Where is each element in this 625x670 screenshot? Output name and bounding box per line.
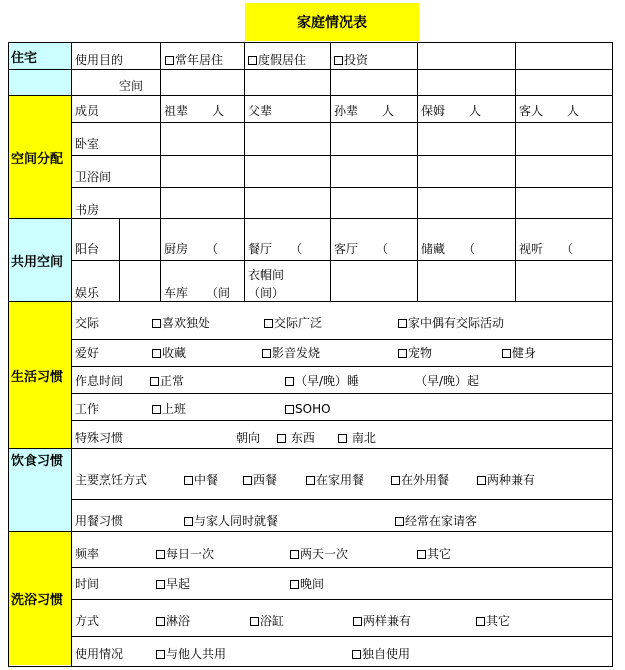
social-label: 交际: [75, 316, 100, 330]
checkbox-icon[interactable]: [338, 434, 347, 443]
orient-option[interactable]: 东西: [277, 431, 315, 445]
shared-av: 视听 （: [519, 242, 574, 256]
checkbox-icon[interactable]: [165, 56, 174, 65]
checkbox-icon[interactable]: [152, 405, 161, 414]
checkbox-icon[interactable]: [502, 349, 511, 358]
cook-option[interactable]: 在外用餐: [391, 473, 449, 487]
shared-dining: 餐厅 （: [248, 242, 303, 256]
checkbox-icon[interactable]: [248, 56, 257, 65]
bath-time-option[interactable]: 晚间: [290, 577, 324, 591]
checkbox-icon[interactable]: [290, 550, 299, 559]
rest-sleep[interactable]: （早/晚）睡: [285, 374, 359, 388]
orient-label: 朝向: [236, 431, 261, 445]
checkbox-icon[interactable]: [277, 434, 286, 443]
checkbox-icon[interactable]: [152, 319, 161, 328]
checkbox-icon[interactable]: [264, 319, 273, 328]
checkbox-icon[interactable]: [184, 476, 193, 485]
shared-garage: 车库 （间: [164, 286, 231, 300]
social-option[interactable]: 喜欢独处: [152, 316, 210, 330]
checkbox-icon[interactable]: [285, 377, 294, 386]
work-option[interactable]: 上班: [152, 402, 186, 416]
checkbox-icon[interactable]: [150, 377, 159, 386]
rest-wake: （早/晚）起: [415, 374, 480, 388]
method-label: 方式: [75, 614, 100, 628]
room-study: 书房: [75, 203, 100, 217]
section-space: 空间分配: [9, 96, 71, 218]
member-parents: 父辈: [248, 104, 273, 118]
cook-option[interactable]: 西餐: [243, 473, 277, 487]
method-option[interactable]: 其它: [476, 614, 510, 628]
room-bedroom: 卧室: [75, 137, 100, 151]
usage-option[interactable]: 独自使用: [352, 647, 410, 661]
freq-option[interactable]: 其它: [417, 547, 451, 561]
checkbox-icon[interactable]: [353, 617, 362, 626]
rest-normal[interactable]: 正常: [150, 374, 184, 388]
meal-label: 用餐习惯: [75, 514, 124, 528]
checkbox-icon[interactable]: [306, 476, 315, 485]
member-guests: 客人 人: [519, 104, 580, 118]
option-vacation[interactable]: 度假居住: [248, 53, 306, 67]
option-investment[interactable]: 投资: [334, 53, 368, 67]
special-label: 特殊习惯: [75, 431, 124, 445]
hobby-option[interactable]: 健身: [502, 346, 536, 360]
usage-option[interactable]: 与他人共用: [156, 647, 226, 661]
freq-label: 频率: [75, 547, 100, 561]
checkbox-icon[interactable]: [391, 476, 400, 485]
checkbox-icon[interactable]: [398, 349, 407, 358]
form-title: 家庭情况表: [245, 3, 419, 41]
section-bath: 洗浴习惯: [9, 532, 71, 665]
rest-label: 作息时间: [75, 374, 124, 388]
method-option[interactable]: 淋浴: [156, 614, 190, 628]
shared-kitchen: 厨房 （: [164, 242, 219, 256]
bath-time-option[interactable]: 早起: [156, 577, 190, 591]
freq-option[interactable]: 两天一次: [290, 547, 348, 561]
method-option[interactable]: 浴缸: [250, 614, 284, 628]
cook-label: 主要烹饪方式: [75, 473, 148, 487]
section-diet: 饮食习惯: [9, 449, 71, 531]
cook-option[interactable]: 在家用餐: [306, 473, 364, 487]
shared-living: 客厅 （: [334, 242, 389, 256]
space-label: 空间: [119, 79, 144, 93]
shared-balcony: 阳台: [75, 242, 100, 256]
checkbox-icon[interactable]: [285, 405, 294, 414]
shared-entertainment: 娱乐: [75, 286, 100, 300]
section-life: 生活习惯: [9, 302, 71, 448]
members-label: 成员: [75, 104, 100, 118]
shared-cloakroom: 衣帽间: [248, 268, 285, 282]
checkbox-icon[interactable]: [352, 650, 361, 659]
work-label: 工作: [75, 402, 100, 416]
checkbox-icon[interactable]: [334, 56, 343, 65]
checkbox-icon[interactable]: [184, 517, 193, 526]
social-option[interactable]: 家中偶有交际活动: [398, 316, 504, 330]
checkbox-icon[interactable]: [152, 349, 161, 358]
checkbox-icon[interactable]: [243, 476, 252, 485]
meal-option[interactable]: 经常在家请客: [395, 514, 477, 528]
cook-option[interactable]: 两种兼有: [477, 473, 535, 487]
social-option[interactable]: 交际广泛: [264, 316, 322, 330]
usage-label: 使用情况: [75, 647, 124, 661]
section-shared: 共用空间: [9, 219, 71, 301]
checkbox-icon[interactable]: [290, 580, 299, 589]
checkbox-icon[interactable]: [250, 617, 259, 626]
member-grandchildren: 孙辈 人: [334, 104, 395, 118]
cook-option[interactable]: 中餐: [184, 473, 218, 487]
member-grandparents: 祖辈 人: [164, 104, 225, 118]
checkbox-icon[interactable]: [156, 617, 165, 626]
checkbox-icon[interactable]: [476, 617, 485, 626]
option-year-round[interactable]: 常年居住: [165, 53, 223, 67]
checkbox-icon[interactable]: [156, 580, 165, 589]
checkbox-icon[interactable]: [262, 349, 271, 358]
work-option[interactable]: SOHO: [285, 402, 331, 416]
hobby-option[interactable]: 收藏: [152, 346, 186, 360]
member-nanny: 保姆 人: [421, 104, 482, 118]
checkbox-icon[interactable]: [417, 550, 426, 559]
shared-storage: 储藏 （: [421, 242, 476, 256]
hobby-option[interactable]: 宠物: [398, 346, 432, 360]
checkbox-icon[interactable]: [398, 319, 407, 328]
checkbox-icon[interactable]: [156, 550, 165, 559]
orient-option[interactable]: 南北: [338, 431, 376, 445]
checkbox-icon[interactable]: [395, 517, 404, 526]
hobby-option[interactable]: 影音发烧: [262, 346, 320, 360]
hobby-label: 爱好: [75, 346, 100, 360]
meal-option[interactable]: 与家人同时就餐: [184, 514, 278, 528]
room-bathroom: 卫浴间: [75, 170, 112, 184]
bath-time-label: 时间: [75, 577, 100, 591]
purpose-label: 使用目的: [75, 53, 124, 67]
method-option[interactable]: 两样兼有: [353, 614, 411, 628]
freq-option[interactable]: 每日一次: [156, 547, 214, 561]
checkbox-icon[interactable]: [156, 650, 165, 659]
section-residence: 住宅: [9, 43, 71, 69]
shared-cloakroom-unit: （间）: [248, 286, 285, 300]
checkbox-icon[interactable]: [477, 476, 486, 485]
